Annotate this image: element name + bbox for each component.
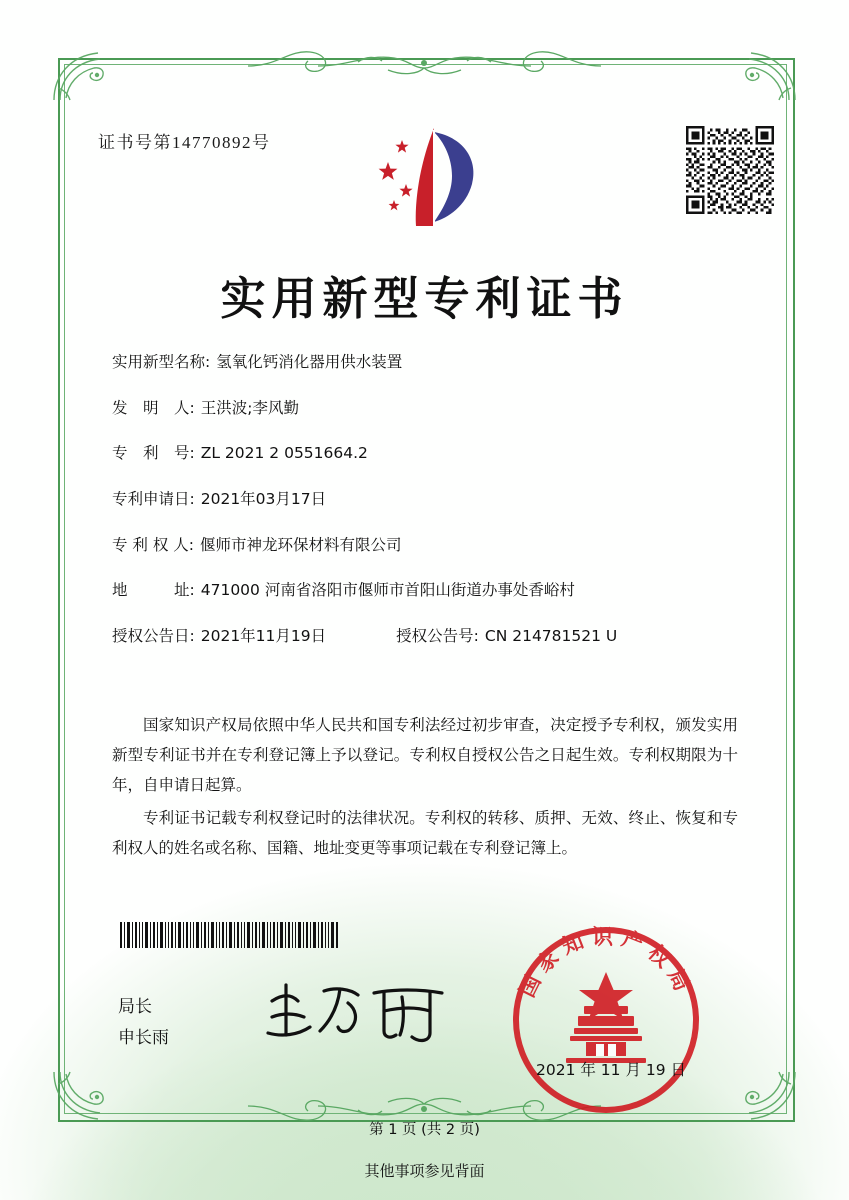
field-value: 氢氧化钙消化器用供水装置 xyxy=(216,353,403,371)
field-row-patent-number xyxy=(112,443,737,465)
field-row-patentee xyxy=(112,535,737,557)
back-page-note: 其他事项参见背面 xyxy=(364,1162,485,1180)
field-label: 专 利 权 人: xyxy=(112,535,195,554)
field-label: 地 址: xyxy=(112,581,195,600)
field-row-grant-announcement xyxy=(112,626,737,648)
signature-labels xyxy=(118,992,169,1055)
field-label: 发 明 人: xyxy=(112,398,195,417)
field-value: ZL 2021 2 0551664.2 xyxy=(200,444,368,463)
legal-paragraph: 国家知识产权局依照中华人民共和国专利法经过初步审查，决定授予专利权，颁发实用新型专利证书并在专利登记簿上予以登记。专利权自授权公告之日起生效。专利权期限为十年，自申请日起算。 xyxy=(112,716,738,795)
page-title: 实用新型专利证书 xyxy=(220,272,629,325)
field-label: 实用新型名称: xyxy=(112,353,211,371)
grant-date-label: 授权公告日: xyxy=(112,627,195,646)
handwritten-signature xyxy=(262,975,462,1047)
grant-number-label: 授权公告号: xyxy=(396,627,479,646)
certificate-number: 证书号第14770892号 xyxy=(98,133,271,152)
legal-text-block xyxy=(112,710,738,865)
top-scroll-ornament-icon xyxy=(248,44,601,84)
director-title-label: 局长 xyxy=(118,997,152,1017)
corner-flourish-icon xyxy=(725,1068,799,1124)
qr-code-icon xyxy=(686,126,774,214)
field-label: 专利申请日: xyxy=(112,490,195,509)
field-row-address xyxy=(112,580,737,602)
grant-number-value: CN 214781521 U xyxy=(484,627,618,646)
corner-flourish-icon xyxy=(725,48,799,104)
corner-flourish-icon xyxy=(50,48,124,104)
cnipa-logo-icon xyxy=(372,122,496,232)
field-value: 王洪波;李风勤 xyxy=(200,398,299,417)
field-label: 专 利 号: xyxy=(112,444,195,463)
field-value: 471000 河南省洛阳市偃师市首阳山街道办事处香峪村 xyxy=(200,581,575,600)
field-row-utility-model-name xyxy=(112,352,737,374)
barcode xyxy=(120,922,338,948)
field-row-inventor xyxy=(112,398,737,420)
director-name-label: 申长雨 xyxy=(118,1028,169,1049)
field-list xyxy=(112,352,737,672)
page-indicator: 第 1 页 (共 2 页) xyxy=(369,1122,480,1138)
seal-date: 2021 年 11 月 19 日 xyxy=(536,1061,687,1079)
legal-paragraph: 专利证书记载专利权登记时的法律状况。专利权的转移、质押、无效、终止、恢复和专利权人的姓名或名称、国籍、地址变更等事项记载在专利登记簿上。 xyxy=(112,808,738,857)
svg-text:国家知识产权局: 国家知识产权局 xyxy=(514,925,698,1001)
field-value: 2021年03月17日 xyxy=(200,490,327,509)
grant-date-value: 2021年11月19日 xyxy=(200,627,327,646)
field-row-application-date xyxy=(112,489,737,511)
corner-flourish-icon xyxy=(50,1068,124,1124)
official-seal xyxy=(508,922,704,1118)
field-value: 偃师市神龙环保材料有限公司 xyxy=(200,535,402,554)
